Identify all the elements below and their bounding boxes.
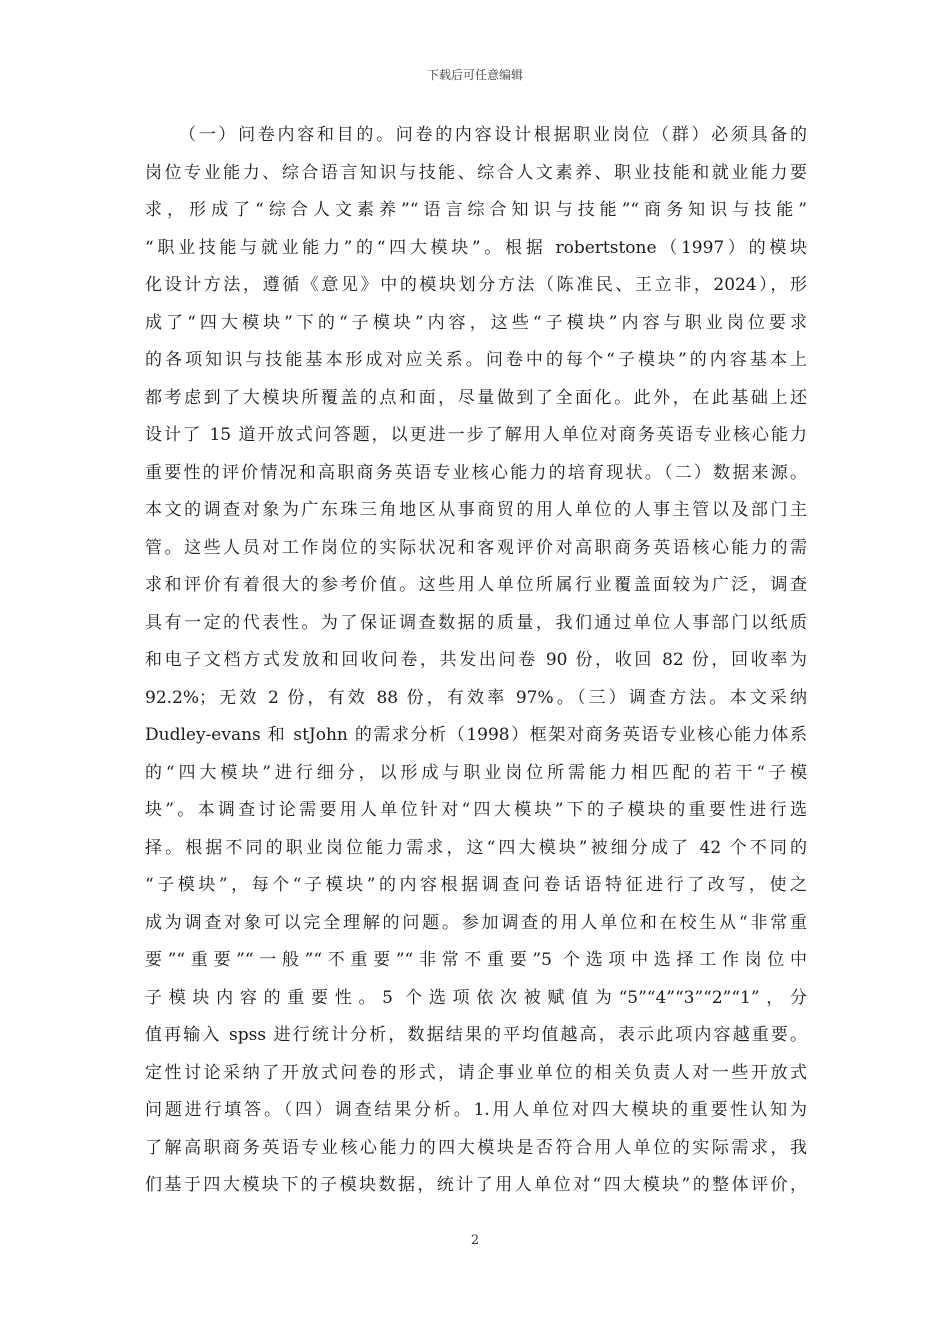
page-header: 下载后可任意编辑	[426, 68, 523, 82]
text-line: （一）问卷内容和目的。问卷的内容设计根据职业岗位（群）必须具备的	[179, 125, 807, 145]
text-line: 们基于四大模块下的子模块数据，统计了用人单位对“四大模块”的整体评价，	[145, 1175, 807, 1195]
text-line: 岗位专业能力、综合语言知识与技能、综合人文素养、职业技能和就业能力要	[145, 162, 807, 183]
text-line: 管。这些人员对工作岗位的实际状况和客观评价对高职商务英语核心能力的需	[145, 537, 807, 558]
text-line: 了解高职商务英语专业核心能力的四大模块是否符合用人单位的实际需求，我	[145, 1137, 807, 1158]
text-line: 求，形成了“综合人文素养”“语言综合知识与技能”“商务知识与技能”	[145, 200, 807, 220]
text-line: 子模块内容的重要性。5 个选项依次被赋值为“5”“4”“3”“2”“1”，分	[145, 987, 807, 1008]
text-line: 重要性的评价情况和高职商务英语专业核心能力的培育现状。（二）数据来源。	[145, 462, 807, 483]
text-line: 的“四大模块”进行细分，以形成与职业岗位所需能力相匹配的若干“子模	[145, 762, 807, 783]
body-text	[145, 117, 807, 1205]
text-line: “子模块”，每个“子模块”的内容根据调查问卷话语特征进行了改写，使之	[145, 875, 807, 895]
text-line: 值再输入 spss 进行统计分析，数据结果的平均值越高，表示此项内容越重要。	[145, 1025, 807, 1045]
text-line: 定性讨论采纳了开放式问卷的形式，请企事业单位的相关负责人对一些开放式	[145, 1062, 807, 1083]
text-line: 求和评价有着很大的参考价值。这些用人单位所属行业覆盖面较为广泛，调查	[145, 575, 807, 595]
text-line: 和电子文档方式发放和回收问卷，共发出问卷 90 份，收回 82 份，回收率为	[145, 650, 807, 670]
text-line: 化设计方法，遵循《意见》中的模块划分方法（陈准民、王立非，2024），形	[145, 275, 807, 295]
text-line: 成了“四大模块”下的“子模块”内容，这些“子模块”内容与职业岗位要求	[145, 312, 807, 333]
text-line: 92.2%；无效 2 份，有效 88 份，有效率 97%。（三）调查方法。本文采纳	[145, 687, 807, 708]
text-line: 具有一定的代表性。为了保证调查数据的质量，我们通过单位人事部门以纸质	[145, 612, 807, 633]
text-line: 都考虑到了大模块所覆盖的点和面，尽量做到了全面化。此外，在此基础上还	[145, 387, 807, 408]
text-line: 成为调查对象可以完全理解的问题。参加调查的用人单位和在校生从“非常重	[145, 912, 807, 933]
text-line: 本文的调查对象为广东珠三角地区从事商贸的用人单位的人事主管以及部门主	[145, 500, 807, 520]
page-number: 2	[470, 1233, 480, 1248]
text-line: 择。根据不同的职业岗位能力需求，这“四大模块”被细分成了 42 个不同的	[145, 837, 807, 858]
text-line: Dudley-evans 和 stJohn 的需求分析（1998）框架对商务英语专业核心能力体系	[145, 725, 807, 745]
text-line: “职业技能与就业能力”的“四大模块”。根据 robertstone（1997）的模块	[145, 237, 807, 258]
text-line: 块”。本调查讨论需要用人单位针对“四大模块”下的子模块的重要性进行选	[145, 800, 807, 820]
text-line: 问题进行填答。（四）调查结果分析。1.用人单位对四大模块的重要性认知为	[145, 1100, 807, 1120]
text-line: 设计了 15 道开放式问答题，以更进一步了解用人单位对商务英语专业核心能力	[145, 425, 807, 445]
text-line: 要”“重要”“一般”“不重要”“非常不重要”5 个选项中选择工作岗位中	[145, 950, 807, 970]
text-line: 的各项知识与技能基本形成对应关系。问卷中的每个“子模块”的内容基本上	[145, 350, 807, 370]
